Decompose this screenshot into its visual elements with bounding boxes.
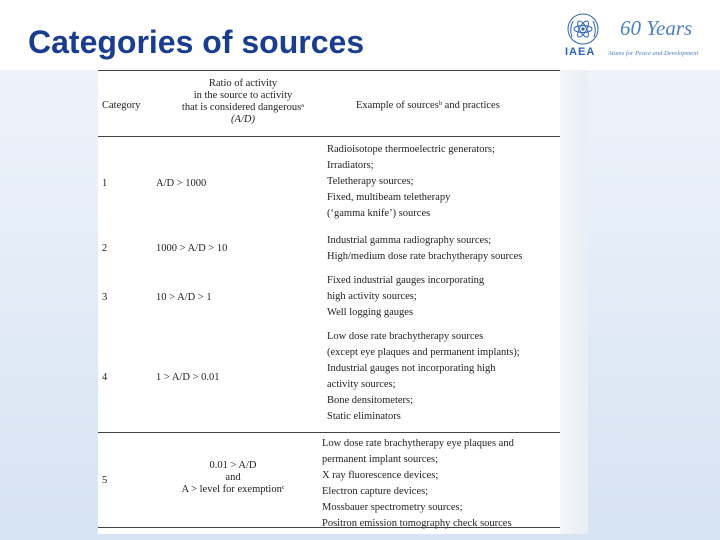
example-item: Industrial gamma radiography sources; [327, 235, 492, 246]
example-item: Static eliminators [327, 411, 401, 422]
category-3: 3 [102, 292, 108, 303]
header-ratio-line: that is considered dangerousᵃ [181, 102, 305, 113]
category-1: 1 [102, 178, 108, 189]
ratio-3: 10 > A/D > 1 [156, 292, 212, 303]
iaea-logo [562, 10, 714, 60]
example-item: Well logging gauges [327, 307, 414, 318]
table-rule-row5 [98, 432, 560, 433]
example-item: Industrial gauges not incorporating high [327, 363, 496, 374]
logo-abbreviation: IAEA [565, 46, 596, 58]
category-4: 4 [102, 372, 108, 383]
table-rule-bottom [98, 527, 560, 528]
example-item: permanent implant sources; [322, 454, 439, 465]
example-item: Fixed, multibeam teletherapy [327, 192, 451, 203]
ratio-5-line: 0.01 > A/D [209, 460, 257, 471]
logo-motto: Atoms for Peace and Development [608, 50, 699, 57]
slide-title: Categories of sources [28, 24, 365, 60]
table-rule-top [98, 70, 560, 71]
logo-anniversary: 60 Years [620, 16, 693, 40]
example-item: Low dose rate brachytherapy eye plaques and [322, 438, 514, 449]
example-item: High/medium dose rate brachytherapy sources [327, 251, 523, 262]
example-item: Fixed industrial gauges incorporating [327, 275, 485, 286]
atom-emblem-icon [566, 12, 600, 46]
examples-4 [327, 329, 520, 425]
example-item: (except eye plaques and permanent implants); [327, 347, 520, 358]
example-item: Radioisotope thermoelectric generators; [327, 144, 495, 155]
category-2: 2 [102, 243, 108, 254]
example-item: high activity sources; [327, 291, 417, 302]
example-item: Bone densitometers; [327, 395, 414, 406]
document-edge [560, 70, 588, 534]
header-ratio-line: in the source to activity [193, 90, 293, 101]
ratio-4: 1 > A/D > 0.01 [156, 372, 220, 383]
example-item: Positron emission tomography check sources [322, 518, 512, 529]
ratio-2: 1000 > A/D > 10 [156, 243, 228, 254]
category-5: 5 [102, 475, 108, 486]
examples-2 [327, 233, 522, 265]
table-rule-header [98, 136, 560, 137]
examples-5 [322, 436, 514, 532]
header-ratio-line: (A/D) [231, 114, 255, 125]
example-item: Mossbauer spectrometry sources; [322, 502, 463, 513]
ratio-5 [168, 460, 298, 496]
header-ratio-line: Ratio of activity [208, 78, 278, 89]
example-item: Teletherapy sources; [327, 176, 414, 187]
example-item: Electron capture devices; [322, 486, 429, 497]
ratio-5-line: and [225, 472, 241, 483]
example-item: (‘gamma knife’) sources [327, 208, 431, 219]
header-ratio [168, 78, 318, 126]
header-category: Category [102, 100, 141, 111]
header-examples: Example of sourcesᵇ and practices [356, 100, 500, 111]
example-item: activity sources; [327, 379, 396, 390]
ratio-5-line: A > level for exemptionᶜ [181, 484, 285, 495]
source-categories-table [98, 70, 560, 534]
example-item: X ray fluorescence devices; [322, 470, 439, 481]
examples-1 [327, 142, 495, 222]
example-item: Irradiators; [327, 160, 374, 171]
examples-3 [327, 273, 484, 321]
ratio-1: A/D > 1000 [156, 178, 207, 189]
example-item: Low dose rate brachytherapy sources [327, 331, 484, 342]
